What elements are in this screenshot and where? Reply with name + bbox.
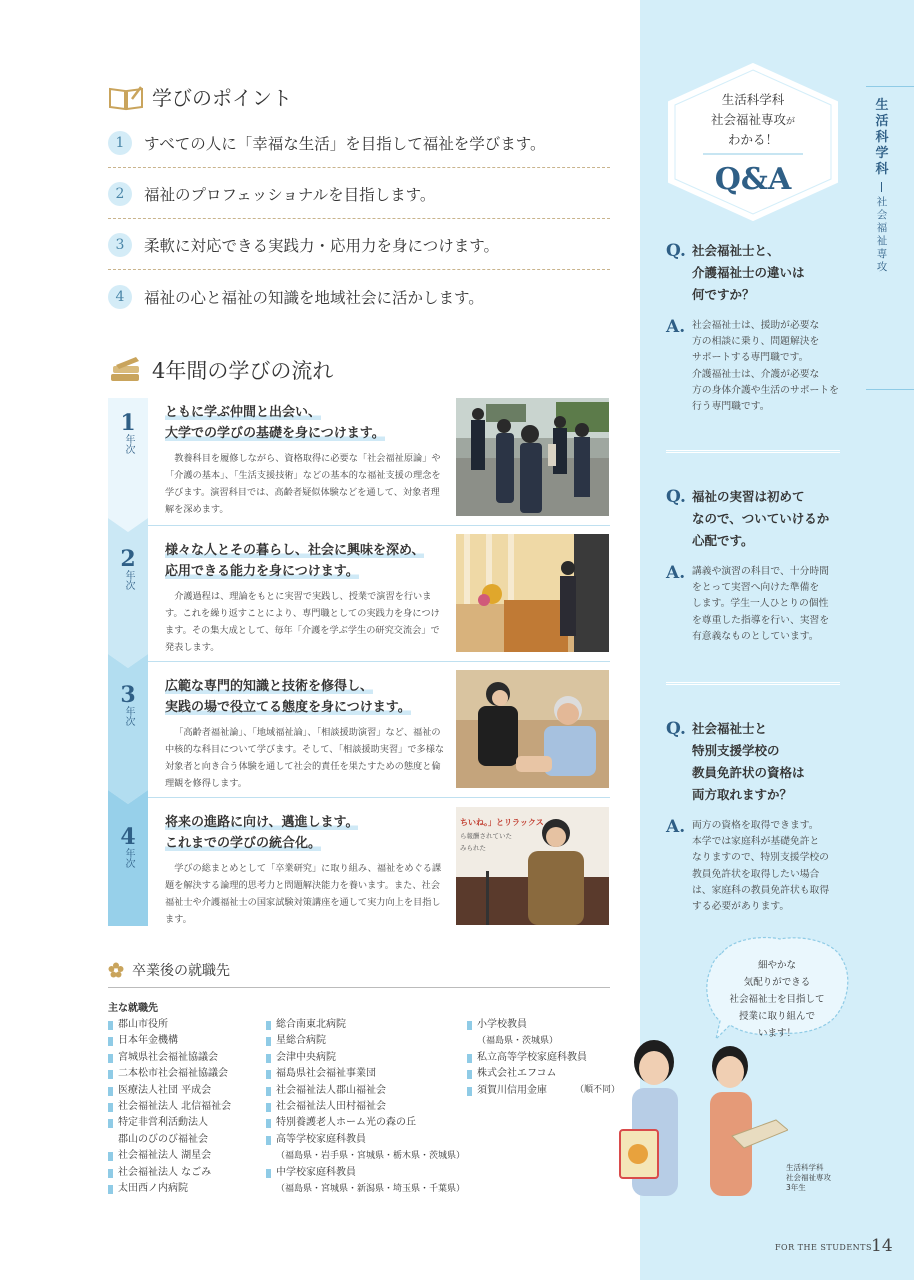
career-item: 特定非営利活動法人 — [108, 1115, 268, 1131]
answer-line: 教員免許状を取得したい場合 — [692, 868, 820, 880]
year-divider — [148, 525, 610, 526]
year-number: 3 — [120, 682, 136, 708]
footer-text: FOR THE STUDENTS — [775, 1243, 872, 1252]
qa-heading-line — [667, 110, 839, 128]
bubble-line: 社会福祉士を目指して — [729, 994, 825, 1005]
year-4-content — [165, 812, 447, 928]
year-heading — [165, 812, 447, 854]
career-item: 太田西ノ内病院 — [108, 1181, 268, 1197]
year-heading-line: 実践の場で役立てる態度を身につけます。 — [165, 700, 411, 715]
year-heading-line: 大学での学びの基礎を身につけます。 — [165, 426, 385, 441]
question-line: 社会福祉士と、 — [692, 243, 780, 258]
career-item: 須賀川信用金庫 — [467, 1083, 617, 1099]
caption-line: 社会福祉専攻 — [786, 1173, 831, 1182]
question — [666, 718, 846, 806]
career-item: 総合南東北病院 — [266, 1017, 466, 1033]
bubble-line: 授業に取り組んで — [738, 1011, 815, 1022]
year-heading-line: 将来の進路に向け、邁進します。 — [165, 815, 359, 830]
career-item: 中学校家庭科教員 — [266, 1165, 466, 1181]
year-3-photo — [456, 670, 609, 788]
question-text — [692, 718, 805, 806]
year-heading — [165, 676, 447, 718]
question-line: 何ですか？ — [692, 287, 755, 302]
slide-text: みられた — [460, 844, 486, 852]
answer-line: します。学生一人ひとりの個性 — [692, 598, 829, 610]
question — [666, 240, 846, 306]
point-text: 柔軟に対応できる実践力・応用力を身につけます。 — [144, 237, 499, 255]
answer — [666, 316, 846, 415]
answer-line: 方の相談に乗り、問題解決を — [692, 336, 820, 348]
career-list-1 — [108, 1017, 268, 1197]
year-number: 4 — [120, 824, 136, 850]
answer-line: する必要があります。 — [692, 901, 790, 913]
year-heading-line: これまでの学びの統合化。 — [165, 836, 322, 851]
year-3-content — [165, 676, 447, 792]
year-number: 1 — [120, 410, 136, 436]
career-item: 会津中央病院 — [266, 1050, 466, 1066]
career-item: 日本年金機構 — [108, 1033, 268, 1049]
q-mark: Q. — [666, 719, 686, 739]
answer-line: をとって実習へ向けた準備を — [692, 582, 820, 594]
side-tab-separator — [881, 182, 882, 192]
flower-icon — [108, 962, 124, 978]
question-line: 心配です。 — [692, 533, 754, 548]
year-badge-1 — [108, 398, 148, 454]
stacked-books-icon — [108, 356, 144, 384]
point-text: すべての人に「幸福な生活」を目指して福祉を学びます。 — [144, 135, 546, 153]
year-divider — [148, 797, 610, 798]
career-title: 卒業後の就職先 — [132, 963, 230, 979]
question-line: 教員免許状の資格は — [692, 765, 805, 780]
bubble-line: います！ — [757, 1028, 796, 1039]
year-badge-4 — [108, 812, 148, 868]
page-number: 14 — [871, 1236, 893, 1256]
answer-line: 両方の資格を取得できます。 — [692, 820, 819, 831]
career-item: 社会福祉法人郡山福祉会 — [266, 1083, 466, 1099]
year-heading — [165, 402, 447, 444]
slide-text: ちいね。」とリラックス — [460, 818, 544, 827]
answer-line: サポートする専門職です。 — [692, 352, 809, 364]
answer-line: 介護福祉士は、介護が必要な — [692, 368, 820, 380]
caption-line: 3年生 — [786, 1183, 806, 1192]
year-description: 学びの総まとめとして「卒業研究」に取り組み、福祉をめぐる課題を解決する論理的思考力と問題解決能力を養います。また、社会福祉士や介護福祉士の国家試験対策講座を通して実力向上を目指します。 — [165, 863, 442, 925]
career-item: 株式会社エフコム — [467, 1066, 617, 1082]
question-text — [692, 486, 829, 552]
answer-line: なりますので、特別支援学校の — [692, 852, 829, 864]
answer-line: 社会福祉士は、援助が必要な — [692, 320, 820, 331]
point-item-1 — [108, 119, 610, 168]
year-2-photo — [456, 534, 609, 652]
answer-text — [692, 562, 829, 645]
career-item: 郡山のびのび福祉会 — [118, 1133, 208, 1145]
answer-line: 方の身体介護や生活のサポートを — [692, 384, 839, 396]
students-photo — [598, 1036, 788, 1196]
year-label: 年次 — [123, 434, 134, 454]
slide-text: ら報酬されていた — [460, 832, 512, 840]
career-item: （福島県・宮城県・新潟県・埼玉県・千葉県） — [276, 1184, 466, 1195]
career-item: （福島県・岩手県・宮城県・栃木県・茨城県） — [276, 1151, 466, 1162]
question-line: なので、ついていけるか — [692, 511, 830, 526]
answer-line: 講義や演習の科目で、十分時間 — [692, 566, 829, 577]
qa-separator — [666, 450, 840, 453]
career-item: 郡山市役所 — [108, 1017, 268, 1033]
point-number: 2 — [108, 182, 132, 206]
students-caption — [786, 1163, 831, 1193]
year-1-content — [165, 402, 447, 518]
question-text — [692, 240, 805, 306]
flow-heading — [108, 355, 333, 385]
side-tab-main: 生活科学科 — [875, 98, 889, 177]
career-item: 特別養護老人ホーム光の森の丘 — [266, 1115, 466, 1131]
year-description: 介護過程は、理論をもとに実習で実践し、授業で演習を行います。これを繰り返すことにより、専門職としての実践力を身につけます。その集大成として、毎年「介護を学ぶ学生の研究交流会」で発表します。 — [165, 591, 440, 653]
q-mark: Q. — [666, 241, 686, 261]
qa-heading-title: Q&A — [714, 162, 792, 197]
year-number: 2 — [120, 546, 136, 572]
year-2-content — [165, 540, 447, 656]
answer — [666, 562, 846, 645]
career-item: 私立高等学校家庭科教員 — [467, 1050, 617, 1066]
year-description: 教養科目を履修しながら、資格取得に必要な「社会福祉原論」や「介護の基本」、「生活支援技術」などの基本的な福祉支援の理念を学びます。演習科目では、高齢者疑似体験などを通して、対象者理解を深めます。 — [165, 453, 441, 515]
a-mark: A. — [666, 563, 686, 583]
year-heading-line: 広範な専門的知識と技術を修得し、 — [165, 679, 374, 694]
question — [666, 486, 846, 552]
career-item: 医療法人社団 平成会 — [108, 1083, 268, 1099]
career-item: 小学校教員 — [467, 1017, 617, 1033]
qa-heading-line: わかる！ — [727, 132, 778, 147]
career-item: 社会福祉法人 北信福祉会 — [108, 1099, 268, 1115]
year-description: 「高齢者福祉論」、「地域福祉論」、「相談援助演習」など、福祉の中核的な科目について学びます。そして、「相談援助実習」で多様な対象者と向き合う体験を通して社会的責任を果たすための態度と倫理観を修得します。 — [165, 727, 445, 789]
year-badge-2 — [108, 534, 148, 590]
qa-heading-line: 生活科学科 — [721, 92, 785, 107]
point-text: 福祉の心と福祉の知識を地域社会に活かします。 — [144, 289, 484, 307]
career-list-2 — [266, 1017, 466, 1197]
a-mark: A. — [666, 817, 686, 837]
flow-title: 4年間の学びの流れ — [152, 359, 334, 383]
year-label: 年次 — [123, 848, 134, 868]
points-heading — [108, 82, 292, 111]
point-item-4 — [108, 273, 610, 321]
qa-item-2 — [666, 486, 846, 645]
bubble-line: 気配りができる — [743, 977, 811, 988]
year-heading — [165, 540, 447, 582]
career-heading — [108, 960, 230, 980]
qa-heading-small: が — [786, 117, 796, 127]
career-item: 星総合病院 — [266, 1033, 466, 1049]
question-line: 介護福祉士の違いは — [692, 265, 805, 280]
question-line: 特別支援学校の — [692, 743, 780, 758]
point-number: 1 — [108, 131, 132, 155]
year-1-photo — [456, 398, 609, 516]
career-item: 宮城県社会福祉協議会 — [108, 1050, 268, 1066]
career-item: 福島県社会福祉事業団 — [266, 1066, 466, 1082]
year-divider — [148, 661, 610, 662]
career-rule — [108, 987, 610, 988]
year-heading-line: ともに学ぶ仲間と出会い、 — [165, 405, 322, 420]
q-mark: Q. — [666, 487, 686, 507]
answer-line: を尊重した指導を行い、実習を — [692, 614, 830, 626]
point-text: 福祉のプロフェッショナルを目指します。 — [144, 186, 436, 204]
point-number: 3 — [108, 233, 132, 257]
year-label: 年次 — [123, 706, 134, 726]
question-line: 福祉の実習は初めて — [692, 489, 805, 504]
year-4-photo — [456, 807, 609, 925]
career-item: 社会福祉法人田村福祉会 — [266, 1099, 466, 1115]
point-item-3 — [108, 221, 610, 270]
order-note: （順不同） — [575, 1085, 621, 1095]
caption-line: 生活科学科 — [786, 1163, 824, 1172]
career-item: 社会福祉法人 湖星会 — [108, 1148, 268, 1164]
answer — [666, 816, 846, 915]
question-line: 両方取れますか？ — [692, 787, 793, 802]
year-heading-line: 応用できる能力を身につけます。 — [165, 564, 359, 579]
qa-item-1 — [666, 240, 846, 415]
point-number: 4 — [108, 285, 132, 309]
qa-heading-main: 社会福祉専攻 — [710, 112, 786, 127]
answer-line: 有意義なものとしています。 — [692, 630, 819, 642]
career-item: 社会福祉法人 なごみ — [108, 1165, 268, 1181]
qa-separator — [666, 682, 840, 685]
answer-text — [692, 316, 839, 415]
answer-line: 行う専門職です。 — [692, 401, 770, 413]
speech-bubble-text — [706, 957, 848, 1042]
answer-text — [692, 816, 829, 915]
a-mark: A. — [666, 317, 686, 337]
career-item: 二本松市社会福祉協議会 — [108, 1066, 268, 1082]
career-subtitle: 主な就職先 — [108, 1003, 158, 1014]
qa-item-3 — [666, 718, 846, 915]
career-item: 高等学校家庭科教員 — [266, 1132, 466, 1148]
year-heading-line: 様々な人とその暮らし、社会に興味を深め、 — [165, 543, 425, 558]
bubble-line: 細やかな — [757, 960, 796, 971]
question-line: 社会福祉士と — [692, 721, 768, 736]
year-label: 年次 — [123, 570, 134, 590]
answer-line: 本学では家庭科が基礎免許と — [692, 836, 820, 848]
point-item-2 — [108, 170, 610, 219]
open-book-icon — [108, 83, 144, 111]
answer-line: は、家庭科の教員免許状も取得 — [692, 884, 830, 896]
career-item: （福島県・茨城県） — [477, 1036, 559, 1047]
points-title: 学びのポイント — [152, 86, 292, 110]
side-tab-sub: 社会福祉専攻 — [876, 196, 888, 273]
year-badge-3 — [108, 670, 148, 726]
